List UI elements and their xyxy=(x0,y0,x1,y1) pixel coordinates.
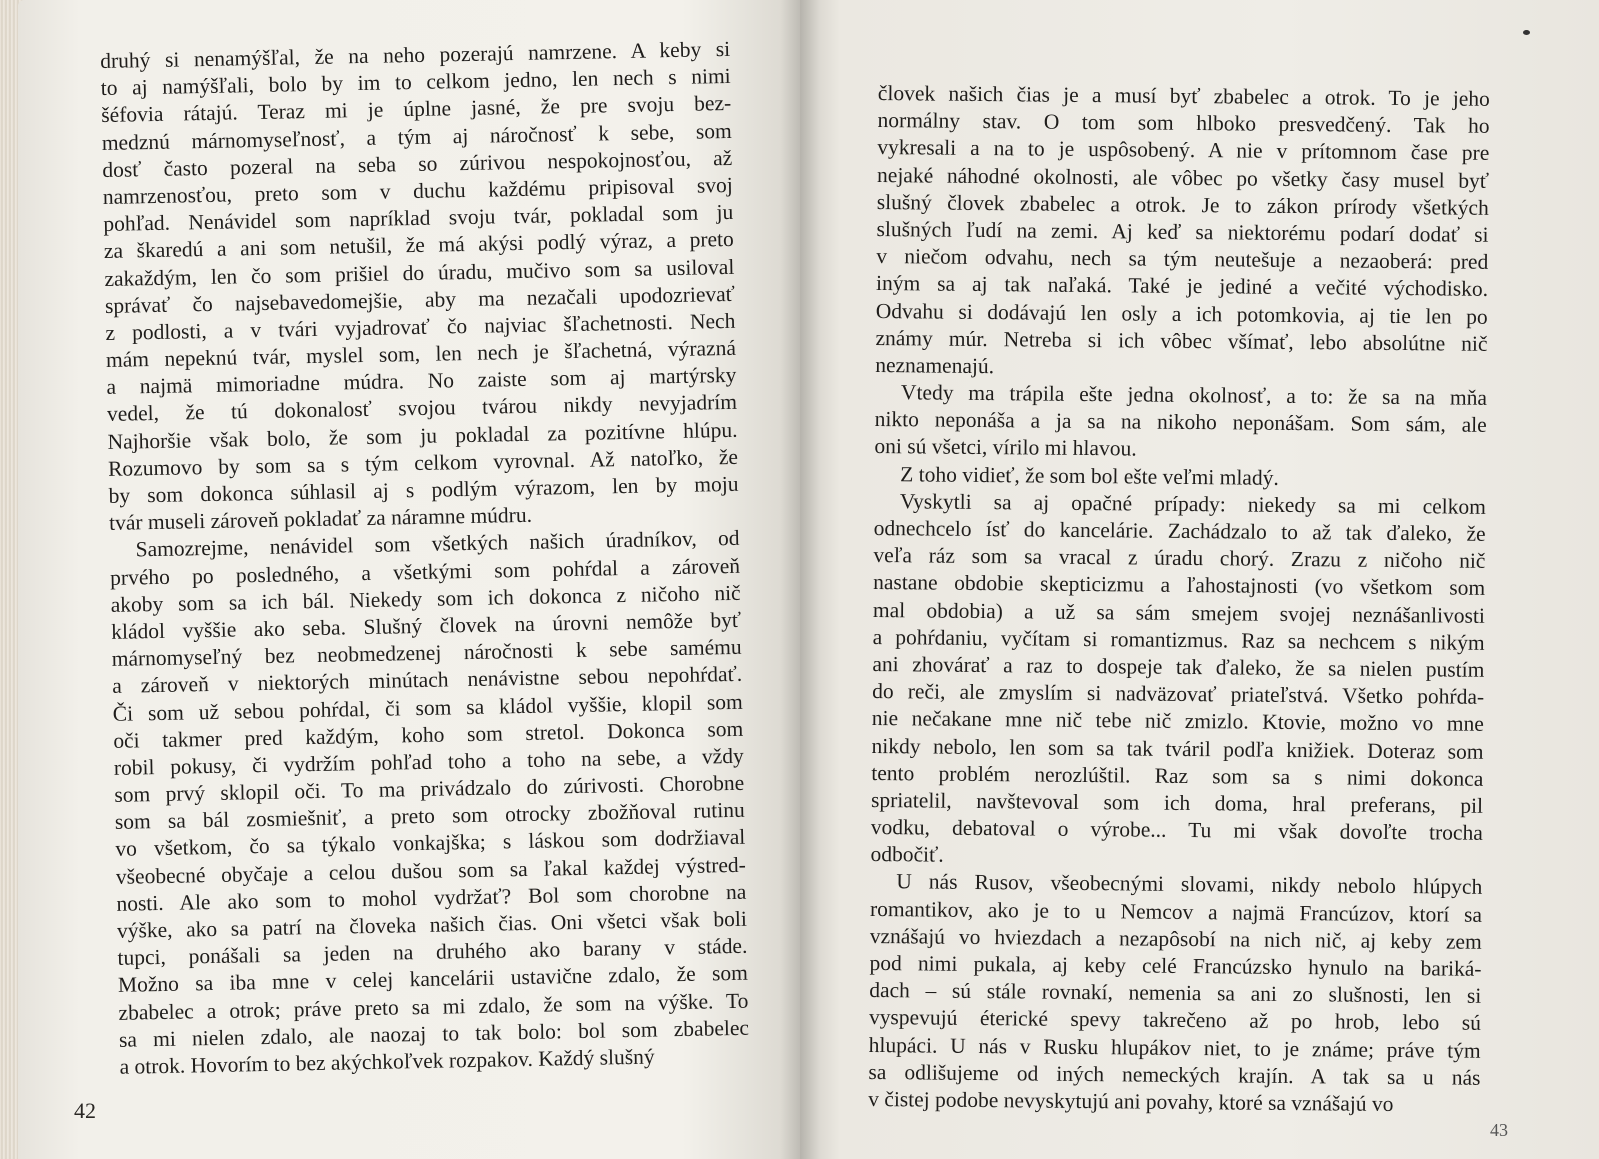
left-page xyxy=(18,0,800,1159)
text-line: vedel, že tú dokonalosť svojou tvárou nikdy nevyjadrím xyxy=(106,390,738,427)
left-page-text xyxy=(100,36,750,1081)
text-line: tupci, ponášali sa jeden na druhého ako barany v stáde. xyxy=(117,933,748,971)
text-line: oni sú všetci, vírilo mi hlavou. xyxy=(874,434,1137,461)
text-line: do reči, ale zmyslím si nadväzovať priateľstvá. Všetko pohŕda- xyxy=(872,679,1485,709)
text-line: a najmä mimoriadne múdra. No zaiste som aj martýrsky xyxy=(106,363,737,400)
text-line: by som dokonca súhlasil aj s podlým výrazom, len by moju xyxy=(108,471,739,508)
text-line: nastane obdobie skepticizmu a ľahostajnosti (vo všetkom som xyxy=(873,570,1486,601)
text-line: šéfovia rátajú. Teraz mi je úplne jasné, že pre svoju bez- xyxy=(101,91,732,128)
right-page xyxy=(800,0,1599,1159)
text-line: to aj namýšľali, bolo by im to celkom jedno, len nech s nimi xyxy=(100,64,731,101)
text-line: nikdy nebolo, len som sa tak tváril podľa knižiek. Doteraz som xyxy=(871,733,1484,764)
text-line: vo všetkom, čo sa týkalo vonkajška; s láskou som dodržiaval xyxy=(115,825,746,862)
text-line: akoby som sa ich bál. Niekedy som ich dokonca z ničoho nič xyxy=(110,580,741,617)
text-line: Vyskytli sa aj opačné prípady: niekedy sa mi celkom xyxy=(899,489,1487,519)
text-line: neznamenajú. xyxy=(875,352,995,379)
text-line: romantikov, ako je to u Nemcov a najmä Francúzov, ktorí sa xyxy=(869,896,1483,927)
gutter-shadow xyxy=(780,0,820,1159)
text-line: robil pokusy, či vydržím pohľad toho a toho na sebe, a vždy xyxy=(113,743,744,780)
left-page-number: 42 xyxy=(74,1098,96,1123)
text-line: vodku, debatoval o výrobe... Tu mi však dovoľte trocha xyxy=(870,815,1483,845)
text-line: sa mi nielen zdalo, ale naozaj to tak bolo: bol som zbabelec xyxy=(118,1015,750,1052)
text-line: a zároveň v niektorých minútach nenávistne sebou nepohŕdať. xyxy=(112,662,743,699)
ink-dot xyxy=(1523,30,1530,35)
text-line: nosti. Ale ako som to mohol vydržať? Bol som chorobne na xyxy=(116,879,747,916)
text-line: Najhoršie však bolo, že som ju pokladal za pozitívne hlúpu. xyxy=(107,417,738,454)
text-line: Odvahu si dodávajú len osly a ich potomkovia, aj tie len po xyxy=(875,298,1488,329)
text-line: U nás Rusov, všeobecnými slovami, nikdy nebolo hlúpych xyxy=(896,869,1483,900)
text-line: a pohŕdaniu, vyčítam si romantizmus. Raz sa nechcem s nikým xyxy=(872,624,1485,655)
text-line: vykresali a na to je uspôsobený. A nie v prítomnom čase pre xyxy=(877,135,1490,166)
text-line: vyspevujú éterické spevy takrečeno až po hrob, lebo sú xyxy=(868,1005,1482,1036)
text-line: nejaké náhodné okolnosti, ale vôbec po všetky časy musel byť xyxy=(876,162,1490,193)
text-line: som prvý sklopil oči. To ma privádzalo do zúrivosti. Chorobne xyxy=(114,770,745,807)
text-line: a otrok. Hovorím to bez akýchkoľvek rozpakov. Každý slušný xyxy=(119,1044,655,1079)
text-line: Z toho vidieť, že som bol ešte veľmi mladý. xyxy=(900,461,1279,490)
text-line: márnomyseľný bez neobmedzenej náročnosti k sebe samému xyxy=(111,634,742,672)
text-line: ani zhovárať a raz to dospeje tak ďaleko, že sa nielen pustím xyxy=(872,651,1485,682)
text-line: som sa bál zosmiešniť, a preto som otrocky zbožňoval rutinu xyxy=(114,798,745,835)
text-line: pohľad. Nenávidel som napríklad svoju tvár, pokladal som ju xyxy=(103,200,734,237)
text-line: v čistej podobe nevyskytujú ani povahy, ktoré sa vznášajú vo xyxy=(868,1086,1394,1116)
text-line: človek našich čias je a musí byť zbabelec a otrok. To je jeho xyxy=(877,80,1490,111)
text-line: tento problém nerozlúštil. Raz som sa s nimi dokonca xyxy=(871,760,1484,791)
text-line: namrzenosťou, preto som v duchu každému pripisoval svoj xyxy=(102,172,733,209)
text-line: veľa ráz som sa vracal z úradu chorý. Zrazu z ničoho nič xyxy=(873,543,1486,574)
text-line: prvého po posledného, a všetkými som pohŕdal a zároveň xyxy=(109,553,741,590)
text-line: zakaždým, len čo som prišiel do úradu, mučivo som sa usiloval xyxy=(104,254,735,291)
text-line: dach – sú stále rovnakí, nemenia sa ani zo slušnosti, len si xyxy=(869,978,1482,1009)
text-line: výške, ako sa patrí na človeka našich čias. Oni všetci však boli xyxy=(116,906,748,943)
text-line: pod nimi pukala, aj keby celé Francúzsko hynulo na bariká- xyxy=(869,950,1482,981)
text-line: v niečom odvahu, nech sa tým neutešuje a nezaoberá: pred xyxy=(876,244,1489,274)
text-line: nikto neponáša a ja sa na nikoho neponášam. Som sám, ale xyxy=(874,407,1487,438)
text-line: druhý si nenamýšľal, že na neho pozerajú namrzene. A keby si xyxy=(100,36,731,73)
text-line: za škaredú a ani som netušil, že má akýsi podlý výraz, a preto xyxy=(103,227,735,264)
text-line: zbabelec a otrok; práve preto sa mi zdalo, že som na výške. To xyxy=(118,988,749,1025)
text-line: Samozrejme, nenávidel som všetkých našich úradníkov, od xyxy=(135,526,740,562)
text-line: kládol vyššie ako seba. Slušný človek na úrovni nemôže byť xyxy=(110,607,742,644)
text-line: odbočiť. xyxy=(870,842,944,867)
text-line: dosť často pozeral na seba so zúrivou nespokojnosťou, až xyxy=(102,145,733,182)
text-line: Možno sa iba mne v celej kancelárii ustavične zdalo, že som xyxy=(117,961,749,998)
text-line: vznášajú vo hviezdach a nezapôsobí na nich nič, aj keby zem xyxy=(869,923,1482,954)
text-line: slušný človek zbabelec a otrok. Je to zákon prírody všetkých xyxy=(876,189,1489,220)
text-line: mám nepeknú tvár, myslel som, len nech je šľachetná, výrazná xyxy=(105,335,737,373)
text-line: spriatelil, navštevoval som ich doma, hral preferans, pil xyxy=(870,787,1484,818)
text-line: slušných ľudí na zemi. Aj keď sa niektorému podarí dodať si xyxy=(876,216,1489,247)
text-line: všeobecné obyčaje a celou dušou som sa ľakal každej výstred- xyxy=(115,852,747,889)
text-line: nie nečakane mne nič tebe nič zmizlo. Ktovie, možno vo mne xyxy=(871,706,1484,737)
right-page-text xyxy=(868,80,1490,1119)
text-line: oči takmer pred každým, koho som stretol. Dokonca som xyxy=(113,716,744,753)
text-line: správať čo najsebavedomejšie, aby ma nezačali upodozrievať xyxy=(104,281,736,318)
text-line: sa odlišujeme od iných nemeckých krajín. A tak sa u nás xyxy=(868,1059,1481,1090)
text-line: známy múr. Netreba si ich vôbec všímať, lebo absolútne nič xyxy=(875,325,1488,356)
text-line: tvár museli zároveň pokladať za náramne múdru. xyxy=(108,502,533,536)
right-page-number: 43 xyxy=(1490,1120,1508,1140)
text-line: mal obdobia) a už sa sám smejem svojej neznášanlivosti xyxy=(872,597,1486,628)
text-line: Či som už sebou pohŕdal, či som sa kládol vyššie, klopil som xyxy=(112,689,743,726)
text-line: medznú márnomyseľnosť, a tým aj náročnosť k sebe, som xyxy=(101,118,732,155)
text-line: odnechcelo ísť do kancelárie. Zachádzalo to až tak ďaleko, že xyxy=(873,515,1486,546)
text-line: Vtedy ma trápila ešte jedna okolnosť, a to: že sa na mňa xyxy=(900,380,1488,410)
text-line: iným sa aj tak naľaká. Také je jediné a večité východisko. xyxy=(875,271,1489,302)
text-line: Rozumovo by som sa s tým celkom vyrovnal. Až natoľko, že xyxy=(107,444,739,481)
text-line: z podlosti, a v tvári vyjadrovať čo najviac šľachetnosti. Nech xyxy=(105,308,736,345)
text-line: normálny stav. O tom som hlboko presvedčený. Tak ho xyxy=(877,108,1490,139)
text-line: hlupáci. U nás v Rusku hlupákov niet, to je známe; práve tým xyxy=(868,1032,1481,1063)
